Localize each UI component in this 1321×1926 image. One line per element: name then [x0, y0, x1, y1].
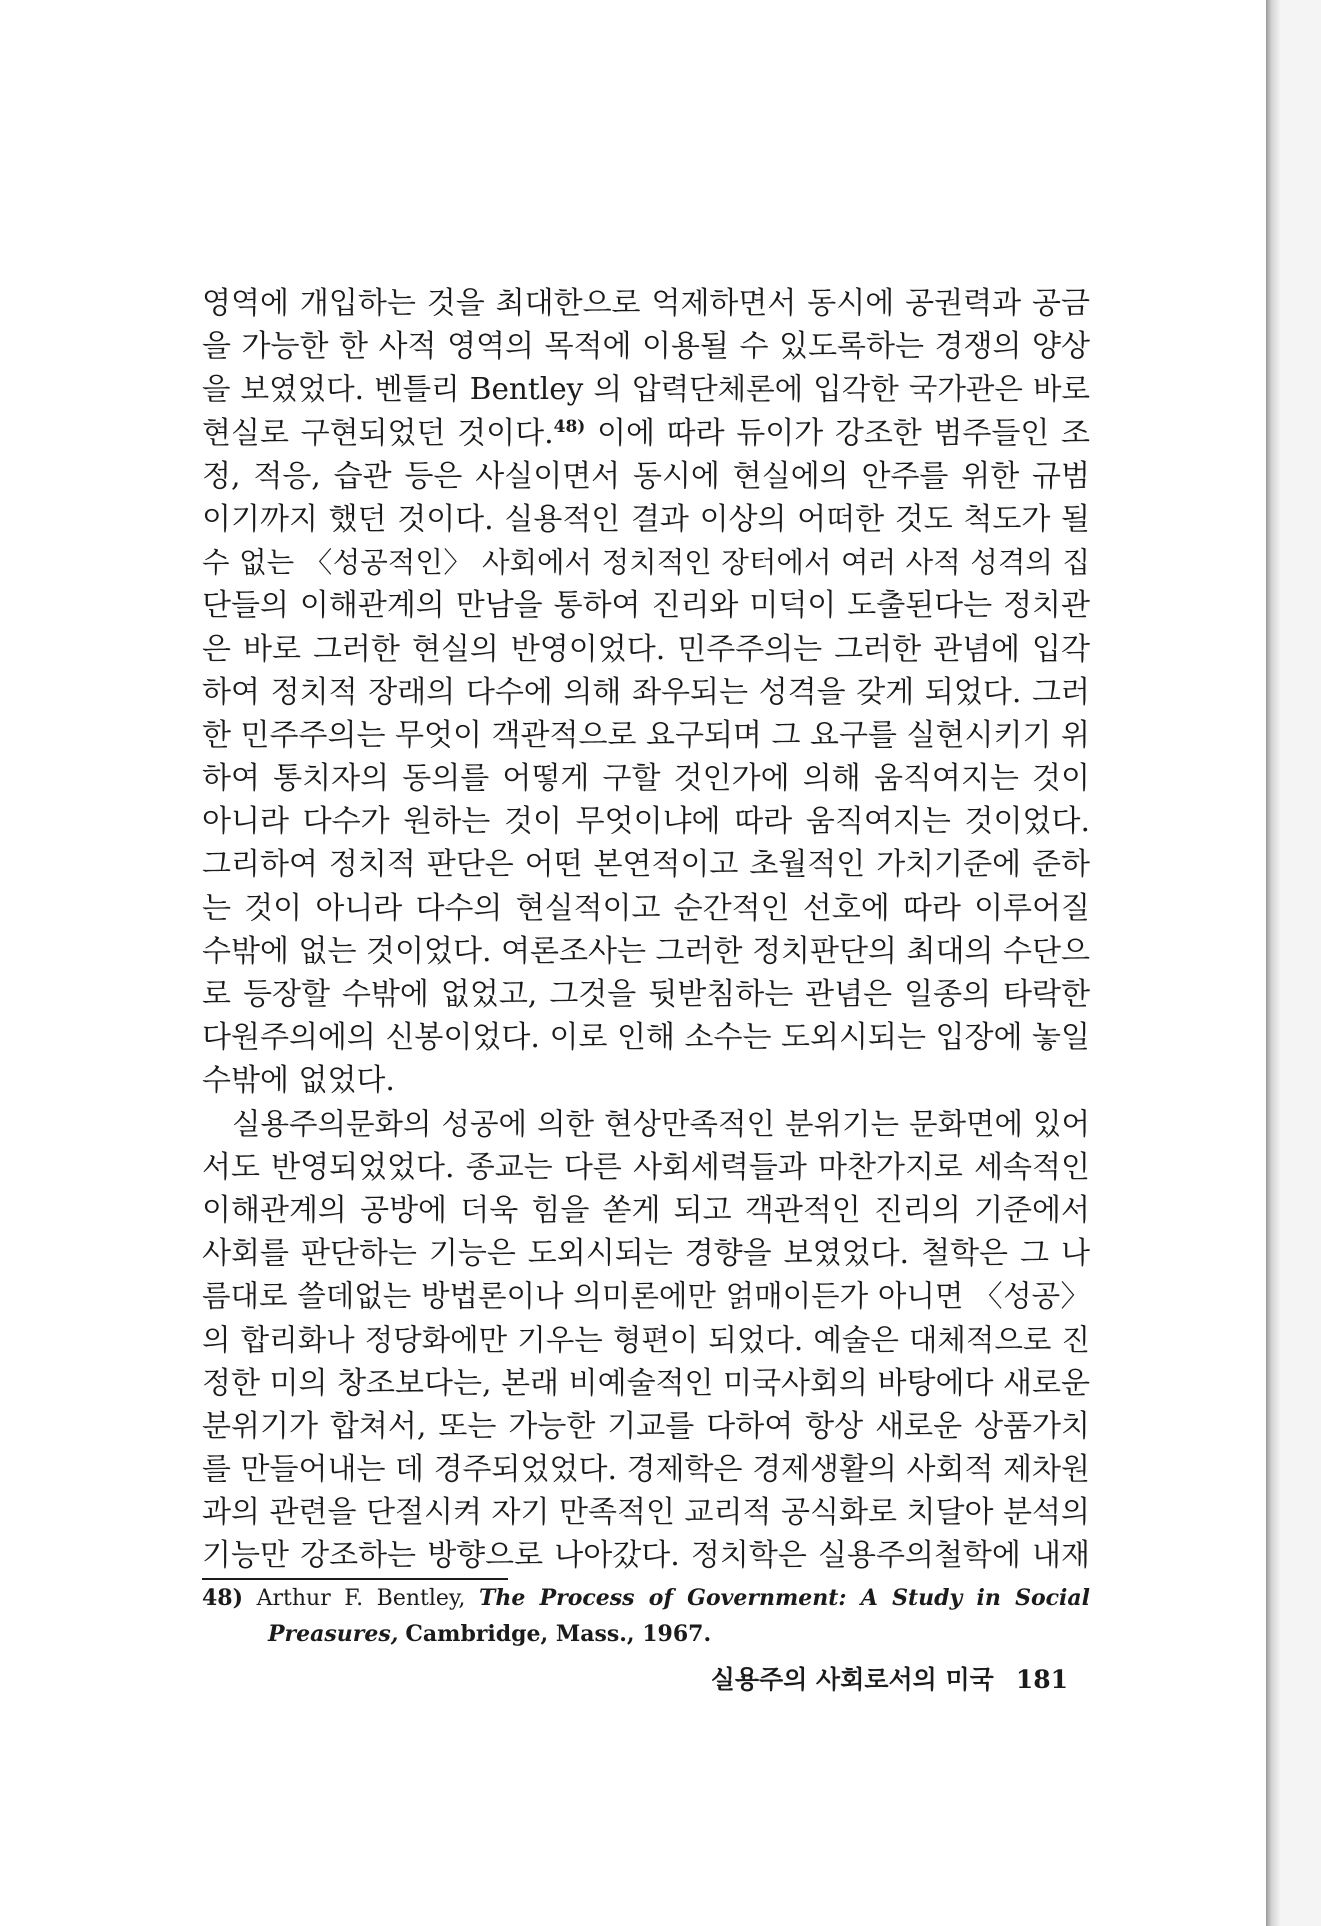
- page-edge-shadow: [1266, 0, 1280, 1926]
- footnote-line: [202, 1616, 1090, 1652]
- text-line: 이기까지 했던 것이다. 실용적인 결과 이상의 어떠한 것도 척도가 될: [202, 501, 1090, 537]
- text-line: 영역에 개입하는 것을 최대한으로 억제하면서 동시에 공권력과 공금: [202, 286, 1090, 321]
- text-line: 하여 정치적 장래의 다수에 의해 좌우되는 성격을 갖게 되었다. 그러: [202, 674, 1090, 710]
- footnote-reference[interactable]: 48): [553, 416, 586, 437]
- text-line: 분위기가 합쳐서, 또는 가능한 기교를 다하여 항상 새로운 상품가치: [202, 1408, 1090, 1444]
- text-line: 다원주의에의 신봉이었다. 이로 인해 소수는 도외시되는 입장에 놓일: [202, 1020, 1090, 1056]
- text-line: 서도 반영되었었다. 종교는 다른 사회세력들과 마찬가지로 세속적인: [202, 1149, 1090, 1185]
- text-line: 를 만들어내는 데 경주되었었다. 경제학은 경제생활의 사회적 제차원: [202, 1452, 1090, 1488]
- text-line: 정, 적응, 습관 등은 사실이면서 동시에 현실에의 안주를 위한 규범: [202, 458, 1090, 494]
- page-number: 181: [1015, 1665, 1068, 1694]
- text-line: 아니라 다수가 원하는 것이 무엇이냐에 따라 움직여지는 것이었다.: [202, 804, 1090, 840]
- text-line: 은 바로 그러한 현실의 반영이었다. 민주주의는 그러한 관념에 입각: [202, 631, 1090, 667]
- footnote-title: The Process of Government: A Study in Social: [479, 1585, 1091, 1611]
- footnote-line: [202, 1580, 1090, 1616]
- running-footer: [700, 1660, 1068, 1700]
- text-line: 수밖에 없는 것이었다. 여론조사는 그러한 정치판단의 최대의 수단으: [202, 933, 1090, 969]
- footnote-author: Arthur F. Bentley,: [256, 1586, 466, 1611]
- footnote-number: 48): [202, 1585, 244, 1611]
- text-line: 이해관계의 공방에 더욱 힘을 쏟게 되고 객관적인 진리의 기준에서: [202, 1192, 1090, 1228]
- text-line: 수밖에 없었다.: [202, 1063, 395, 1099]
- text-line: 는 것이 아니라 다수의 현실적이고 순간적인 선호에 따라 이루어질: [202, 890, 1090, 926]
- text-line: 한 민주주의는 무엇이 객관적으로 요구되며 그 요구를 실현시키기 위: [202, 717, 1090, 753]
- text-line: 그리하여 정치적 판단은 어떤 본연적이고 초월적인 가치기준에 준하: [202, 847, 1090, 883]
- text-line: 을 가능한 한 사적 영역의 목적에 이용될 수 있도록하는 경쟁의 양상: [202, 329, 1090, 365]
- text-line: 수 없는 〈성공적인〉 사회에서 정치적인 장터에서 여러 사적 성격의 집: [202, 546, 1090, 580]
- text-line: 기능만 강조하는 방향으로 나아갔다. 정치학은 실용주의철학에 내재: [202, 1538, 1090, 1574]
- paragraph-start-line: 실용주의문화의 성공에 의한 현상만족적인 분위기는 문화면에 있어: [232, 1106, 1090, 1141]
- body-text: [202, 282, 1090, 1578]
- text-line: 단들의 이해관계의 만남을 통하여 진리와 미덕이 도출된다는 정치관: [202, 588, 1090, 624]
- text-segment: 현실로 구현되었던 것이다.: [202, 415, 554, 451]
- text-line: 하여 통치자의 동의를 어떻게 구할 것인가에 의해 움직여지는 것이: [202, 761, 1090, 797]
- footnote-title-cont: Preasures,: [268, 1621, 399, 1647]
- footnote-publication: Cambridge, Mass., 1967.: [405, 1621, 712, 1647]
- text-line: 름대로 쓸데없는 방법론이나 의미론에만 얽매이든가 아니면 〈성공〉: [202, 1279, 1090, 1314]
- text-line: 로 등장할 수밖에 없었고, 그것을 뒷받침하는 관념은 일종의 타락한: [202, 977, 1090, 1012]
- running-title: 실용주의 사회로서의 미국: [710, 1665, 994, 1694]
- viewer-background: [1280, 0, 1321, 1926]
- text-line-with-footnote-ref: [202, 412, 1090, 455]
- text-line: 정한 미의 창조보다는, 본래 비예술적인 미국사회의 바탕에다 새로운: [202, 1365, 1090, 1401]
- text-segment: 이에 따라 듀이가 강조한 범주들인 조: [597, 415, 1090, 451]
- text-line: 과의 관련을 단절시켜 자기 만족적인 교리적 공식화로 치달아 분석의: [202, 1495, 1090, 1531]
- text-line: 의 합리화나 정당화에만 기우는 형편이 되었다. 예술은 대체적으로 진: [202, 1322, 1090, 1357]
- text-line: 사회를 판단하는 기능은 도외시되는 경향을 보였었다. 철학은 그 나: [202, 1236, 1090, 1272]
- footnote: [202, 1580, 1090, 1652]
- text-line: 을 보였었다. 벤틀리 Bentley 의 압력단체론에 입각한 국가관은 바로: [202, 372, 1090, 407]
